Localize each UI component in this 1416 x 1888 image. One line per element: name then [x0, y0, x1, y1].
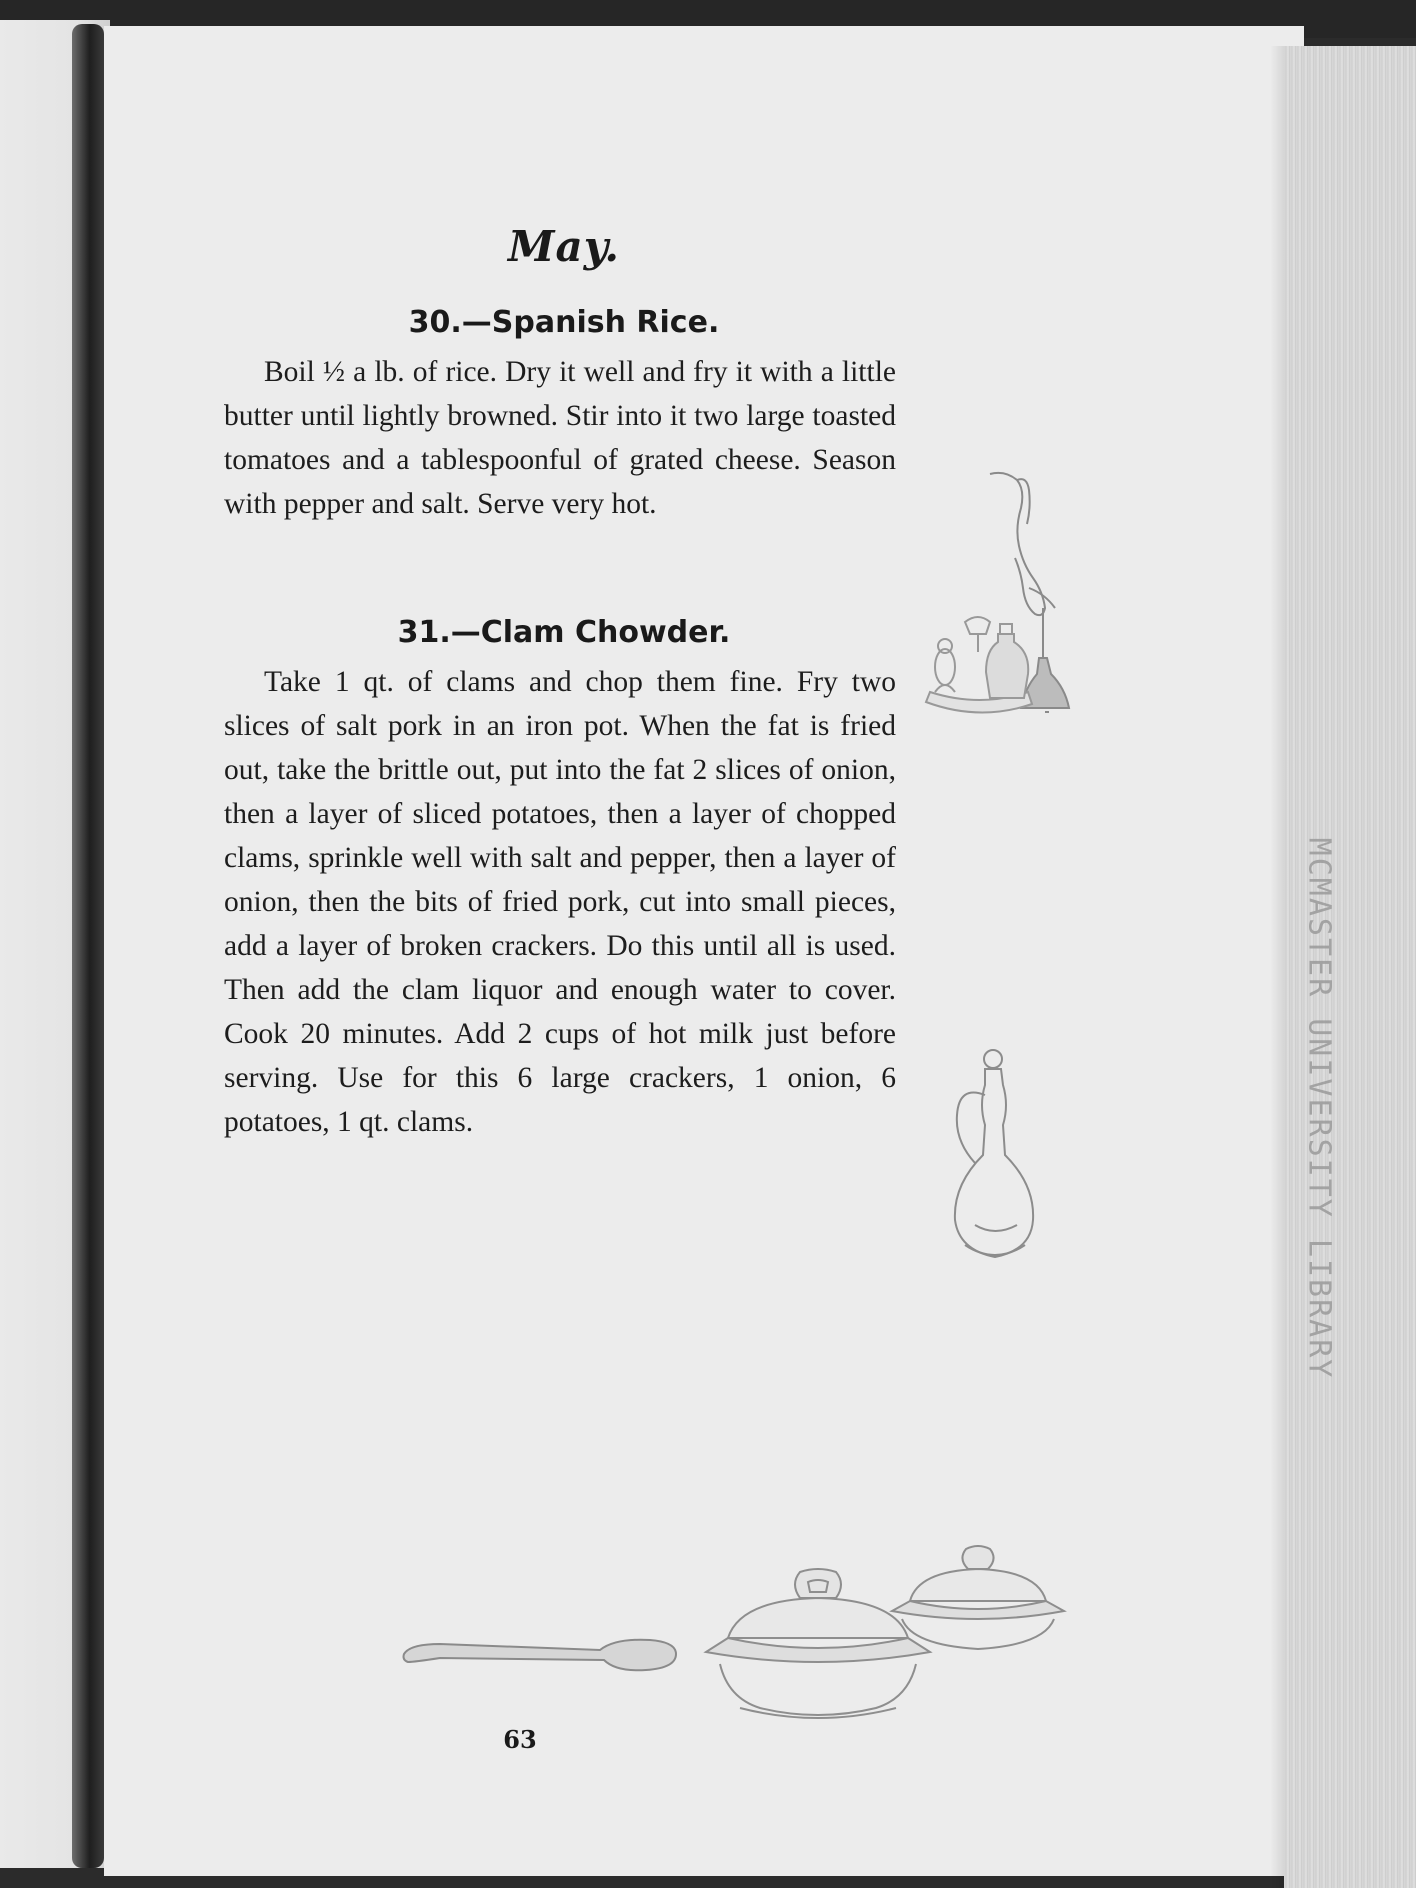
book-gutter	[72, 24, 104, 1868]
spoon-icon	[400, 1632, 680, 1682]
recipe-text-clam-chowder: Take 1 qt. of clams and chop them fine. Fry two slices of salt pork in an iron pot. When the fat is fried out, take the brittle out, put into the fat 2 slices of onion, then a layer of sliced potatoes, then a layer of chopped clams, sprinkle well with salt and pepper, then a layer of onion, then the bits of fried pork, cut into small pieces, add a layer of broken crackers. Do this until all is used. Then add the clam liquor and enough water to cover. Cook 20 minutes. Add 2 cups of hot milk just before serving. Use for this 6 large crackers, 1 onion, 6 potatoes, 1 qt. clams.	[224, 666, 896, 1138]
small-covered-dish-icon	[888, 1545, 1068, 1660]
page-number: 63	[503, 1725, 537, 1754]
recipe-text-spanish-rice: Boil ½ a lb. of rice. Dry it well and fry it with a little butter until lightly browned. Stir into it two large toasted tomatoes and a tablespoonful of grated cheese. Season with pepper and salt. Serve very hot.	[224, 356, 896, 520]
condiment-set-icon	[920, 612, 1040, 722]
running-head: May.	[508, 222, 620, 271]
library-stamp	[1292, 808, 1346, 1408]
cruet-bottle-icon	[945, 1045, 1045, 1270]
recipe-title-clam-chowder: 31.—Clam Chowder.	[397, 615, 731, 650]
library-stamp-text: MCMASTER UNIVERSITY LIBRARY	[1301, 837, 1337, 1379]
recipe-title-spanish-rice: 30.—Spanish Rice.	[408, 305, 720, 340]
